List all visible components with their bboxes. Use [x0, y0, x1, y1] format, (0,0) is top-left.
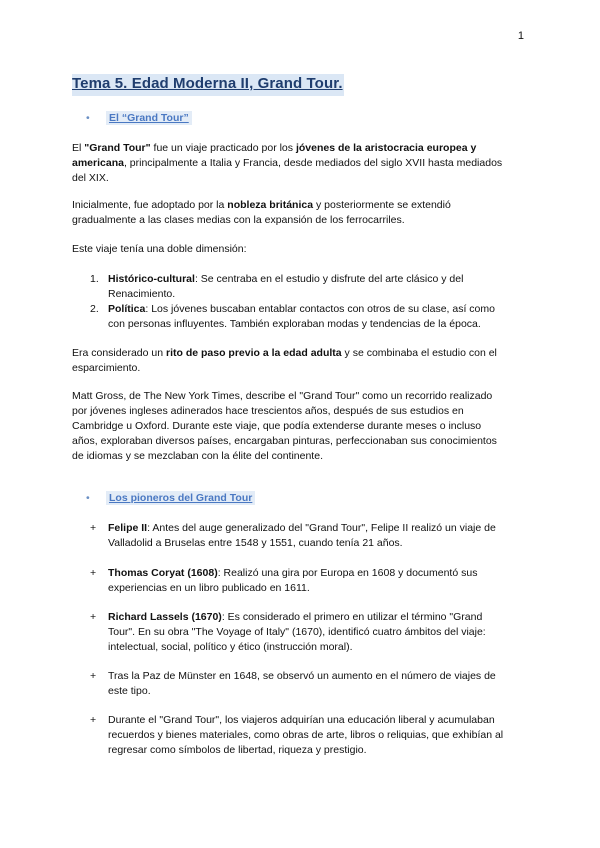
pioneer-item [90, 713, 530, 758]
text: Valladolid a Bruselas entre 1548 y 1551, cuando tenía 21 años. [108, 537, 403, 549]
text: : Se centraba en el estudio y disfrute del arte clásico y del [194, 273, 464, 285]
pioneer-item [90, 521, 530, 551]
page-number: 1 [517, 30, 524, 42]
bold-text: americana [72, 157, 124, 169]
bold-text: Felipe II [108, 522, 148, 534]
plus-icon: + [90, 522, 97, 534]
paragraph-matt-gross [72, 389, 532, 464]
text: , principalmente a Italia y Francia, desde mediados del siglo XVII hasta mediados [123, 157, 503, 169]
text: experiencias en un libro publicado en 1611. [108, 582, 310, 594]
bold-text: Histórico-cultural [108, 273, 195, 285]
text: : Es considerado el primero en utilizar el término "Grand [221, 611, 483, 623]
text: del XIX. [72, 172, 109, 184]
pioneer-item [90, 669, 530, 699]
list-marker: 2. [90, 303, 99, 315]
text: con personas influyentes. También exploraban modas y tendencias de la época. [108, 318, 481, 330]
text: este tipo. [108, 685, 151, 697]
bold-text: Thomas Coryat (1608) [108, 567, 218, 579]
bold-text: jóvenes de la aristocracia europea y [295, 142, 477, 154]
text: de idiomas y se mezclaban con la élite del continente. [72, 450, 323, 462]
pioneer-item [90, 610, 530, 655]
text: : Los jóvenes buscaban entablar contactos con otros de su clase, así como [145, 303, 495, 315]
section-label: Los pioneros del Grand Tour [106, 491, 255, 505]
text: Matt Gross, de The New York Times, describe el "Grand Tour" como un recorrido realizado [72, 390, 493, 402]
text: por jóvenes ingleses adinerados hace trescientos años, después de sus estudios en [72, 405, 464, 417]
section-label: El “Grand Tour” [106, 111, 192, 125]
paragraph-intro [72, 141, 532, 186]
text: años, exploraban diversos países, encargaban pinturas, perfeccionaban sus conocimientos [72, 435, 497, 447]
text: recuerdos y bienes materiales, como obras de arte, libros o reliquias, que exhibían al [108, 729, 504, 741]
section-heading-pioneers [86, 492, 255, 504]
text: Durante el "Grand Tour", los viajeros adquirían una educación liberal y acumulaban [108, 714, 495, 726]
text: y se combinaba el estudio con el [341, 347, 497, 359]
bold-text: Política [108, 303, 146, 315]
paragraph-adoption [72, 198, 532, 228]
bullet-icon: • [86, 492, 90, 504]
bold-text: "Grand Tour" [84, 142, 151, 154]
text: fue un viaje practicado por los [150, 142, 296, 154]
bullet-icon: • [86, 112, 90, 124]
text: y posteriormente se extendió [313, 199, 451, 211]
text: Era considerado un [72, 347, 166, 359]
bold-text: nobleza británica [227, 199, 314, 211]
text: Tras la Paz de Münster en 1648, se observó un aumento en el número de viajes de [108, 670, 496, 682]
plus-icon: + [90, 611, 97, 623]
text: intelectual, social, político y ético (instrucción moral). [108, 641, 353, 653]
page-title: Tema 5. Edad Moderna II, Grand Tour. [72, 75, 343, 92]
paragraph-rite [72, 346, 532, 376]
plus-icon: + [90, 567, 97, 579]
text: gradualmente a las clases medias con la expansión de los ferrocarriles. [72, 214, 405, 226]
bold-text: rito de paso previo a la edad adulta [165, 347, 342, 359]
bold-text: Richard Lassels (1670) [108, 611, 222, 623]
pioneer-item [90, 566, 530, 596]
text: esparcimiento. [72, 362, 141, 374]
text: El [72, 142, 85, 154]
text: Tour". En su obra "The Voyage of Italy" (1670), identificó cuatro ámbitos del viaje: [108, 626, 486, 638]
list-item [90, 272, 530, 302]
paragraph-dimension: Este viaje tenía una doble dimensión: [72, 243, 247, 255]
text: : Antes del auge generalizado del "Grand Tour", Felipe II realizó un viaje de [147, 522, 496, 534]
plus-icon: + [90, 670, 97, 682]
plus-icon: + [90, 714, 97, 726]
text: regresar como símbolos de libertad, riqueza y prestigio. [108, 744, 367, 756]
text: Renacimiento. [108, 288, 176, 300]
text: : Realizó una gira por Europa en 1608 y documentó sus [217, 567, 478, 579]
text: Cambridge u Oxford. Durante este viaje, que podía extenderse durante meses o incluso [72, 420, 482, 432]
list-marker: 1. [90, 273, 99, 285]
text: Inicialmente, fue adoptado por la [72, 199, 228, 211]
list-item [90, 302, 530, 332]
section-heading-grand-tour [86, 112, 192, 124]
